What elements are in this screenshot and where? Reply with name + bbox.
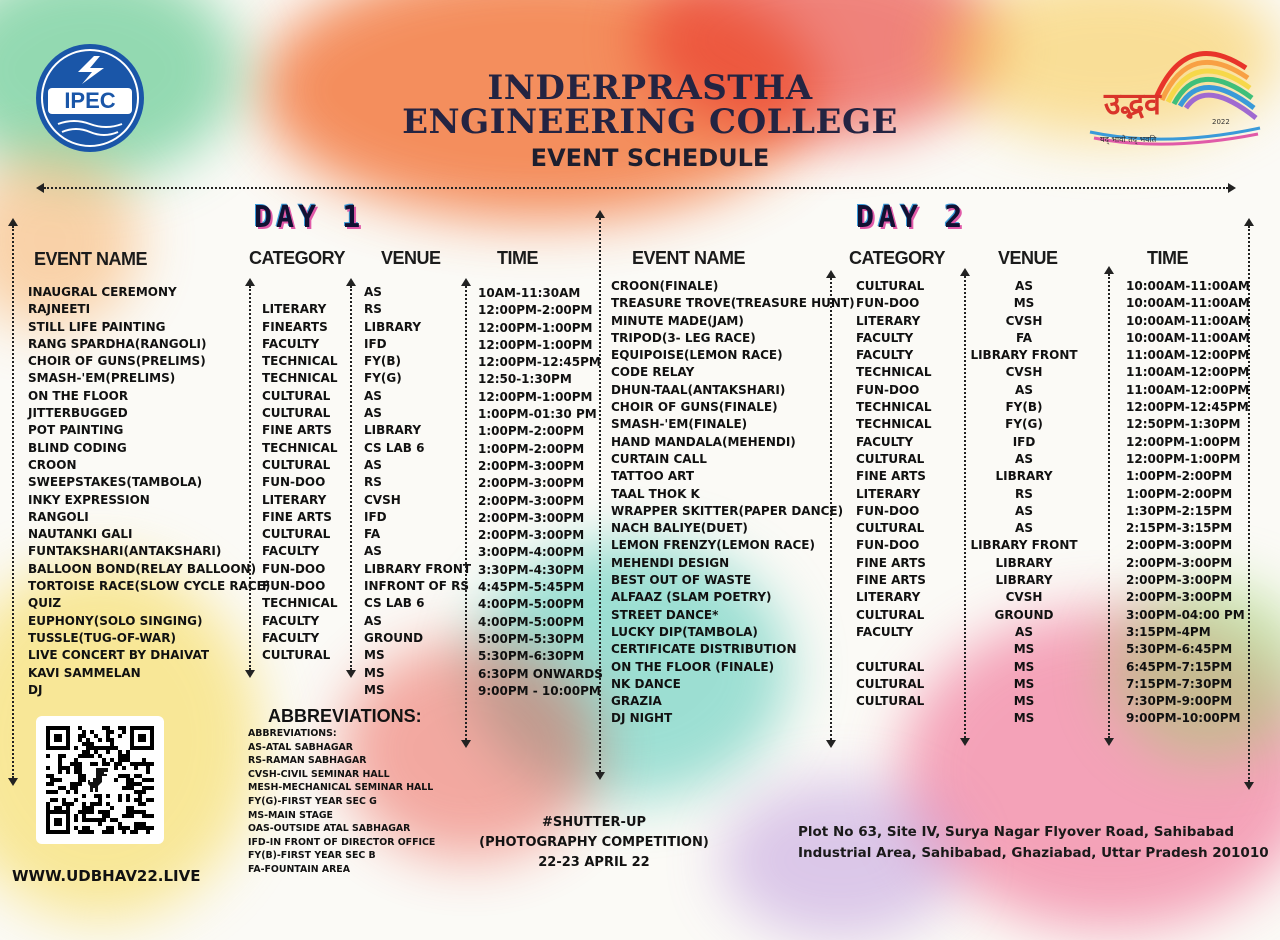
event-time: 10AM-11:30AM xyxy=(478,286,581,300)
event-time: 2:00PM-3:00PM xyxy=(478,458,585,473)
udbhav-logo xyxy=(1086,28,1262,156)
abbreviations-list xyxy=(248,727,435,877)
event-category: TECHNICAL xyxy=(856,400,932,415)
day1-venue-header: VENUE xyxy=(381,248,441,268)
event-name: RANGOLI xyxy=(28,509,89,524)
arrow-up-icon xyxy=(1104,266,1114,274)
event-category: CULTURAL xyxy=(262,527,331,542)
event-name: BLIND CODING xyxy=(28,440,127,455)
event-category: LITERARY xyxy=(856,313,921,328)
event-time: 7:15PM-7:30PM xyxy=(1126,676,1233,691)
day1-venue-list xyxy=(364,284,471,699)
event-venue: LIBRARY FRONT xyxy=(970,538,1078,553)
event-name: TRIPOD(3- LEG RACE) xyxy=(611,330,756,345)
event-venue: CVSH xyxy=(1005,365,1043,380)
arrow-down-icon xyxy=(461,740,471,748)
arrow-down-icon xyxy=(1244,782,1254,790)
shutter-description: (PHOTOGRAPHY COMPETITION) xyxy=(479,835,709,850)
event-category: CULTURAL xyxy=(856,451,925,466)
day1-category-list xyxy=(262,284,337,699)
event-time: 12:00PM-12:45PM xyxy=(1126,400,1249,415)
day2-title: DAY 2 xyxy=(856,200,967,235)
event-time: 12:50-1:30PM xyxy=(478,372,572,387)
arrow-down-icon xyxy=(346,670,356,678)
event-time: 12:00PM-1:00PM xyxy=(478,389,593,404)
event-name: INKY EXPRESSION xyxy=(28,492,150,507)
event-name: STREET DANCE* xyxy=(611,607,719,622)
day1-time-list xyxy=(478,285,603,700)
event-time: 5:00PM-5:30PM xyxy=(478,631,585,646)
event-venue: MS xyxy=(1013,296,1035,311)
event-name: MEHENDI DESIGN xyxy=(611,555,730,570)
event-venue: LIBRARY xyxy=(364,423,422,438)
event-name: DJ xyxy=(28,682,43,697)
day2-time-list xyxy=(1126,278,1250,728)
event-name: BEST OUT OF WASTE xyxy=(611,573,752,588)
event-category: FACULTY xyxy=(262,336,320,351)
event-name: CHOIR OF GUNS(FINALE) xyxy=(611,400,778,415)
event-name: MINUTE MADE(JAM) xyxy=(611,313,744,328)
event-category: CULTURAL xyxy=(856,279,925,293)
event-venue: CVSH xyxy=(364,492,401,507)
event-name: CERTIFICATE DISTRIBUTION xyxy=(611,642,797,657)
event-name: TAAL THOK K xyxy=(611,486,700,501)
event-venue: CVSH xyxy=(1005,313,1043,328)
event-category: TECHNICAL xyxy=(262,440,338,455)
event-time: 2:00PM-3:00PM xyxy=(478,528,585,543)
event-venue: RS xyxy=(364,475,382,490)
event-category: LITERARY xyxy=(262,302,327,317)
day2-event-name-header: EVENT NAME xyxy=(632,248,746,268)
event-time: 12:00PM-1:00PM xyxy=(478,320,593,335)
event-name: ON THE FLOOR (FINALE) xyxy=(611,659,775,674)
abbreviation-item: OAS-OUTSIDE ATAL SABHAGAR xyxy=(248,823,411,835)
event-category: FACULTY xyxy=(856,348,914,363)
event-name: TORTOISE RACE(SLOW CYCLE RACE) xyxy=(28,579,271,594)
event-name: CROON xyxy=(28,457,77,472)
event-category: TECHNICAL xyxy=(262,596,338,611)
event-category: CULTURAL xyxy=(856,521,925,536)
event-venue: LIBRARY FRONT xyxy=(970,348,1078,363)
event-time: 1:00PM-2:00PM xyxy=(1126,486,1233,501)
event-time: 1:00PM-2:00PM xyxy=(478,441,585,456)
event-category: FACULTY xyxy=(856,330,914,345)
college-name-line1: INDERPRASTHA xyxy=(487,68,813,108)
event-name: LUCKY DIP(TAMBOLA) xyxy=(611,624,758,639)
event-venue: IFD xyxy=(364,336,387,351)
event-category: FUN-DOO xyxy=(856,503,920,518)
event-time: 6:45PM-7:15PM xyxy=(1126,659,1233,674)
event-venue: MS xyxy=(1013,711,1035,726)
event-name: FUNTAKSHARI(ANTAKSHARI) xyxy=(28,544,222,559)
event-name: KAVI SAMMELAN xyxy=(28,665,141,680)
header-divider-arrow xyxy=(44,187,1228,189)
event-name: BALLOON BOND(RELAY BALLOON) xyxy=(28,561,257,576)
arrow-up-icon xyxy=(595,210,605,218)
college-address xyxy=(798,822,1269,864)
event-time: 2:00PM-3:00PM xyxy=(1126,555,1233,570)
arrow-up-icon xyxy=(960,268,970,276)
event-category: CULTURAL xyxy=(856,659,925,674)
event-name: NK DANCE xyxy=(611,676,681,691)
event-category: CULTURAL xyxy=(856,676,925,691)
event-time: 2:00PM-3:00PM xyxy=(478,510,585,525)
abbreviation-item: MESH-MECHANICAL SEMINAR HALL xyxy=(248,782,434,794)
arrow-right-icon xyxy=(1228,183,1236,193)
event-venue: LIBRARY FRONT xyxy=(364,561,472,576)
event-category: FACULTY xyxy=(262,613,320,628)
event-venue: MS xyxy=(364,665,385,680)
shutter-dates: 22-23 APRIL 22 xyxy=(538,855,650,870)
event-venue: MS xyxy=(364,682,385,697)
event-venue: MS xyxy=(1013,659,1035,674)
abbreviation-item: RS-RAMAN SABHAGAR xyxy=(248,755,367,767)
event-time: 12:00PM-1:00PM xyxy=(1126,451,1241,466)
event-category: CULTURAL xyxy=(262,388,331,403)
event-time: 12:00PM-2:00PM xyxy=(478,303,593,318)
event-time: 4:45PM-5:45PM xyxy=(478,580,585,595)
event-name: TREASURE TROVE(TREASURE HUNT) xyxy=(611,296,855,311)
event-time: 2:00PM-3:00PM xyxy=(1126,538,1233,553)
event-time: 7:30PM-9:00PM xyxy=(1126,694,1233,709)
photography-competition-block xyxy=(474,813,714,873)
event-venue: MS xyxy=(1013,694,1035,709)
event-time: 6:30PM ONWARDS xyxy=(478,666,603,681)
event-name: NAUTANKI GALI xyxy=(28,527,133,542)
event-name: EQUIPOISE(LEMON RACE) xyxy=(611,348,783,363)
event-time: 11:00AM-12:00PM xyxy=(1126,365,1250,380)
event-venue: FA xyxy=(364,527,381,542)
event-time: 3:00PM-04:00 PM xyxy=(1126,607,1245,622)
event-category xyxy=(262,682,337,699)
event-venue: RS xyxy=(1015,486,1033,501)
event-venue: AS xyxy=(1015,451,1033,466)
event-category: FUN-DOO xyxy=(856,382,920,397)
event-venue: AS xyxy=(364,406,382,421)
event-time: 1:00PM-01:30 PM xyxy=(478,407,597,422)
event-time: 1:00PM-2:00PM xyxy=(1126,469,1233,484)
event-name: ALFAAZ (SLAM POETRY) xyxy=(611,590,772,605)
event-name: RANG SPARDHA(RANGOLI) xyxy=(28,336,207,351)
day2-event-list xyxy=(611,278,855,728)
website-link[interactable]: WWW.UDBHAV22.LIVE xyxy=(12,867,201,885)
abbreviation-item: CVSH-CIVIL SEMINAR HALL xyxy=(248,768,390,780)
event-venue: INFRONT OF RS xyxy=(364,579,470,594)
event-name: RAJNEETI xyxy=(28,302,91,317)
event-name: EUPHONY(SOLO SINGING) xyxy=(28,613,203,628)
event-venue: GROUND xyxy=(364,630,424,645)
event-venue: LIBRARY xyxy=(995,573,1053,588)
abbreviation-item: IFD-IN FRONT OF DIRECTOR OFFICE xyxy=(248,836,436,848)
event-venue: CVSH xyxy=(1005,590,1043,605)
event-time: 9:00PM - 10:00PM xyxy=(478,683,601,698)
arrow-down-icon xyxy=(826,740,836,748)
arrow-up-icon xyxy=(346,278,356,286)
event-category xyxy=(262,284,337,301)
event-category: TECHNICAL xyxy=(262,354,338,369)
event-venue: LIBRARY xyxy=(995,555,1053,570)
event-time: 12:50PM-1:30PM xyxy=(1126,417,1241,432)
event-name: SMASH-'EM(PRELIMS) xyxy=(28,371,176,386)
event-time: 11:00AM-12:00PM xyxy=(1126,348,1250,363)
event-name: SWEEPSTAKES(TAMBOLA) xyxy=(28,475,203,490)
day2-time-header: TIME xyxy=(1147,248,1188,268)
event-category: FINE ARTS xyxy=(856,555,926,570)
event-venue: AS xyxy=(1015,624,1033,639)
day2-category-list xyxy=(856,278,931,728)
event-venue: MS xyxy=(1013,676,1035,691)
event-venue: AS xyxy=(364,613,382,628)
day1-event-list xyxy=(28,284,270,699)
event-time: 2:00PM-3:00PM xyxy=(1126,590,1233,605)
event-category: FUN-DOO xyxy=(262,579,326,594)
day2-category-header: CATEGORY xyxy=(849,248,946,268)
event-venue: AS xyxy=(364,457,382,472)
event-time: 11:00AM-12:00PM xyxy=(1126,382,1250,397)
event-venue: IFD xyxy=(364,509,387,524)
event-category: CULTURAL xyxy=(262,648,331,663)
event-venue: FY(G) xyxy=(1005,417,1043,432)
abbreviation-item: FA-FOUNTAIN AREA xyxy=(248,863,350,875)
event-category xyxy=(856,641,931,658)
event-category: CULTURAL xyxy=(856,607,925,622)
event-time: 1:30PM-2:15PM xyxy=(1126,503,1233,518)
event-venue: AS xyxy=(1015,382,1033,397)
day2-venue-header: VENUE xyxy=(998,248,1058,268)
abbreviation-item: AS-ATAL SABHAGAR xyxy=(248,741,354,753)
ipec-logo xyxy=(34,42,146,154)
event-venue: FA xyxy=(1015,330,1033,345)
abbreviation-item: FY(B)-FIRST YEAR SEC B xyxy=(248,850,376,862)
event-venue: FY(G) xyxy=(364,371,402,386)
day1-category-header: CATEGORY xyxy=(249,248,346,268)
event-category: TECHNICAL xyxy=(856,365,932,380)
day1-event-name-header: EVENT NAME xyxy=(34,249,148,269)
arrow-down-icon xyxy=(1104,738,1114,746)
event-name: JITTERBUGGED xyxy=(28,406,128,421)
event-name: WRAPPER SKITTER(PAPER DANCE) xyxy=(611,503,844,518)
event-venue: AS xyxy=(1015,279,1033,293)
arrow-down-icon xyxy=(595,772,605,780)
event-category: LITERARY xyxy=(856,590,921,605)
event-time: 4:00PM-5:00PM xyxy=(478,614,585,629)
event-venue: GROUND xyxy=(994,607,1054,622)
event-name: INAUGRAL CEREMONY xyxy=(28,285,177,299)
event-time: 2:15PM-3:15PM xyxy=(1126,521,1233,536)
address-line2: Industrial Area, Sahibabad, Ghaziabad, Uttar Pradesh 201010 xyxy=(798,845,1269,861)
udbhav-logo-year: 2022 xyxy=(1212,118,1230,126)
event-time: 2:00PM-3:00PM xyxy=(1126,573,1233,588)
udbhav-logo-text: उद्भव xyxy=(1104,87,1161,122)
event-category: FUN-DOO xyxy=(856,538,920,553)
event-category: FUN-DOO xyxy=(856,296,920,311)
page-title: EVENT SCHEDULE xyxy=(530,144,770,172)
arrow-up-icon xyxy=(826,270,836,278)
event-name: LEMON FRENZY(LEMON RACE) xyxy=(611,538,815,553)
event-category: FINE ARTS xyxy=(856,469,926,484)
event-category: LITERARY xyxy=(856,486,921,501)
event-category: FINE ARTS xyxy=(262,509,332,524)
event-time: 10:00AM-11:00AM xyxy=(1126,296,1250,311)
event-time: 10:00AM-11:00AM xyxy=(1126,330,1250,345)
event-time: 12:00PM-12:45PM xyxy=(478,355,601,370)
event-time: 12:00PM-1:00PM xyxy=(1126,434,1241,449)
arrow-up-icon xyxy=(8,218,18,226)
event-venue: AS xyxy=(1015,503,1033,518)
event-name: DHUN-TAAL(ANTAKSHARI) xyxy=(611,382,786,397)
event-venue: LIBRARY xyxy=(364,319,422,334)
event-category: CULTURAL xyxy=(856,694,925,709)
event-category: FACULTY xyxy=(856,434,914,449)
event-name: QUIZ xyxy=(28,596,62,611)
event-name: CODE RELAY xyxy=(611,365,695,380)
event-name: ON THE FLOOR xyxy=(28,388,129,403)
day2-venue-list xyxy=(966,278,1082,728)
event-time: 10:00AM-11:00AM xyxy=(1126,279,1250,293)
event-category: FACULTY xyxy=(262,544,320,559)
event-name: HAND MANDALA(MEHENDI) xyxy=(611,434,796,449)
event-name: CROON(FINALE) xyxy=(611,279,719,293)
event-name: TATTOO ART xyxy=(611,469,695,484)
event-time: 5:30PM-6:30PM xyxy=(478,649,585,664)
udbhav-logo-tagline: यद् भावो तद् भवति xyxy=(1100,135,1157,144)
event-venue: AS xyxy=(1015,521,1033,536)
event-time: 2:00PM-3:00PM xyxy=(478,493,585,508)
event-category: FINE ARTS xyxy=(856,573,926,588)
event-category xyxy=(856,710,931,727)
abbreviation-item: MS-MAIN STAGE xyxy=(248,809,333,821)
event-name: CURTAIN CALL xyxy=(611,451,707,466)
ipec-logo-text: IPEC xyxy=(64,88,116,113)
event-name: LIVE CONCERT BY DHAIVAT xyxy=(28,648,210,663)
event-time: 3:00PM-4:00PM xyxy=(478,545,585,560)
college-name-line2: ENGINEERING COLLEGE xyxy=(402,102,898,142)
arrow-left-icon xyxy=(36,183,44,193)
event-category: FINEARTS xyxy=(262,319,328,334)
event-venue: RS xyxy=(364,302,382,317)
event-venue: MS xyxy=(364,648,385,663)
event-time: 12:00PM-1:00PM xyxy=(478,337,593,352)
event-venue: IFD xyxy=(1012,434,1036,449)
arrow-up-icon xyxy=(1244,218,1254,226)
event-category: FUN-DOO xyxy=(262,561,326,576)
event-category xyxy=(262,665,337,682)
event-venue: CS LAB 6 xyxy=(364,596,425,611)
abbreviations-title: ABBREVIATIONS: xyxy=(268,706,422,726)
event-venue: FY(B) xyxy=(1005,400,1043,415)
event-name: DJ NIGHT xyxy=(611,711,673,726)
qr-code[interactable] xyxy=(36,716,164,844)
event-category: FINE ARTS xyxy=(262,423,332,438)
event-time: 9:00PM-10:00PM xyxy=(1126,711,1241,726)
event-venue: MS xyxy=(1013,642,1035,657)
event-time: 1:00PM-2:00PM xyxy=(478,424,585,439)
event-time: 2:00PM-3:00PM xyxy=(478,476,585,491)
event-name: CHOIR OF GUNS(PRELIMS) xyxy=(28,354,206,369)
event-venue: AS xyxy=(364,388,382,403)
event-venue: AS xyxy=(364,285,382,299)
address-line1: Plot No 63, Site IV, Surya Nagar Flyover Road, Sahibabad xyxy=(798,824,1234,840)
arrow-down-icon xyxy=(960,738,970,746)
event-category: LITERARY xyxy=(262,492,327,507)
abbreviation-item: ABBREVIATIONS: xyxy=(248,728,337,739)
qr-code-image xyxy=(36,716,164,844)
event-venue: LIBRARY xyxy=(995,469,1053,484)
event-venue: FY(B) xyxy=(364,354,402,369)
event-venue: CS LAB 6 xyxy=(364,440,425,455)
event-name: NACH BALIYE(DUET) xyxy=(611,521,748,536)
event-time: 3:15PM-4PM xyxy=(1126,624,1211,639)
day1-title: DAY 1 xyxy=(254,200,365,235)
event-time: 4:00PM-5:00PM xyxy=(478,597,585,612)
event-name: STILL LIFE PAINTING xyxy=(28,319,166,334)
event-category: CULTURAL xyxy=(262,457,331,472)
day1-time-header: TIME xyxy=(497,248,538,268)
event-category: FACULTY xyxy=(262,630,320,645)
event-venue: AS xyxy=(364,544,382,559)
arrow-down-icon xyxy=(8,778,18,786)
event-category: TECHNICAL xyxy=(856,417,932,432)
event-category: CULTURAL xyxy=(262,406,331,421)
event-category: FUN-DOO xyxy=(262,475,326,490)
event-time: 10:00AM-11:00AM xyxy=(1126,313,1250,328)
event-time: 5:30PM-6:45PM xyxy=(1126,642,1233,657)
event-category: FACULTY xyxy=(856,624,914,639)
abbreviation-item: FY(G)-FIRST YEAR SEC G xyxy=(248,795,377,807)
event-time: 3:30PM-4:30PM xyxy=(478,562,585,577)
event-name: SMASH-'EM(FINALE) xyxy=(611,417,748,432)
event-name: TUSSLE(TUG-OF-WAR) xyxy=(28,630,176,645)
event-name: POT PAINTING xyxy=(28,423,124,438)
event-name: GRAZIA xyxy=(611,694,662,709)
shutter-hashtag: #SHUTTER-UP xyxy=(541,815,647,830)
event-category: TECHNICAL xyxy=(262,371,338,386)
